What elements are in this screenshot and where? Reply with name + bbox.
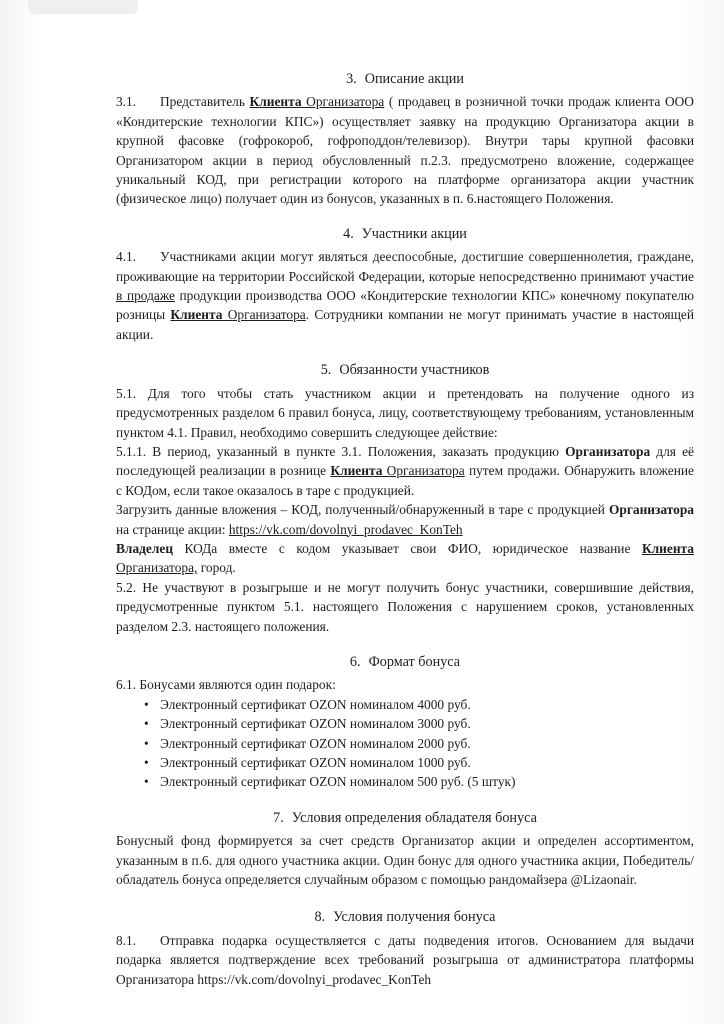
- section-7-title: [116, 809, 694, 828]
- organizer-term: Организатора: [301, 94, 385, 110]
- client-term: Клиента: [170, 307, 223, 323]
- paragraph-5-1: 5.1. Для того чтобы стать участником акции и претендовать на получение одного из предусмотренных разделом 6 правил бонуса, лицу, соответствующему требованиям, установленным пунктом 4.1. Правил, необходимо совершить следующее действие:: [116, 385, 694, 440]
- text-run: Загрузить данные вложения – КОД, полученный/обнаруженный в таре с продукцией: [116, 502, 609, 518]
- section-3-number: 3.: [346, 71, 357, 87]
- text-run: путем продажи. Обнаружить вложение с КОДом, если такое оказалось в таре с продукцией.: [116, 463, 694, 498]
- paragraph-5-1-1: [116, 442, 694, 500]
- section-6-number: 6.: [349, 653, 361, 670]
- list-item: • Электронный сертификат OZON номиналом 1000 руб.: [146, 753, 694, 772]
- section-8-number: 8.: [314, 909, 326, 926]
- paragraph-8-1: [116, 931, 694, 989]
- text-run: Участниками акции могут являться дееспособные, достигшие совершеннолетия, граждане, проживающие на территории Российской Федерации, которые непосредственно принимают участие: [116, 249, 694, 284]
- section-6-heading: Формат бонуса: [368, 653, 461, 670]
- section-8-title: [116, 908, 694, 927]
- clause-number: 8.1.: [116, 932, 137, 948]
- paragraph-5-upload: [116, 500, 694, 539]
- section-4-number: 4.: [343, 225, 354, 242]
- client-term: Клиента: [249, 94, 302, 110]
- section-3-heading: Описание акции: [364, 71, 464, 87]
- client-term: Клиента: [330, 463, 383, 479]
- text-run: на странице акции:: [116, 521, 229, 537]
- text-run: продукции производства ООО «Кондитерские технологии КПС» конечному покупателю розницы: [116, 288, 694, 323]
- list-item: • Электронный сертификат OZON номиналом 3000 руб.: [146, 714, 694, 733]
- bonus-list: [116, 695, 694, 792]
- text-run: КОДа вместе с кодом указывает свои ФИО, юридическое название: [173, 540, 642, 556]
- underlined-term: в продаже: [116, 288, 175, 304]
- paragraph-6-1: 6.1. Бонусами являются один подарок:: [116, 677, 336, 693]
- owner-term: Владелец: [116, 540, 174, 556]
- text-run: Представитель: [160, 94, 250, 110]
- section-6-title: [116, 653, 694, 672]
- paragraph-5-2: 5.2. Не участвуют в розыгрыше и не могут получить бонус участники, совершившие действия, предусмотренные пунктом 5.1. настоящего Положения с нарушением сроков, установленных разделом 2.3. настоящего положения.: [116, 579, 694, 634]
- document-body: [116, 70, 694, 989]
- clause-number: 3.1.: [116, 94, 137, 110]
- list-item: • Электронный сертификат OZON номиналом 500 руб. (5 штук): [146, 772, 694, 791]
- list-item: • Электронный сертификат OZON номиналом 4000 руб.: [146, 695, 694, 714]
- section-4-title: [116, 225, 694, 244]
- text-run: 5.1.1. В период, указанный в пункте 3.1. Положения, заказать продукцию: [116, 443, 566, 459]
- organizer-bold-term: Организатора: [608, 502, 694, 518]
- paragraph-3-1: [116, 92, 694, 208]
- section-3-title: [116, 70, 694, 89]
- paragraph-7: Бонусный фонд формируется за счет средств Организатор акции и определен ассортиментом, указанным в п.6. для одного участника акции. Один бонус для одного участника акции, Победитель/обладатель бонуса определяется случайным образом с помощью рандомайзера @Lizaonair.: [116, 833, 694, 888]
- section-5-number: 5.: [320, 362, 332, 379]
- top-bar-fragment: [28, 0, 138, 14]
- list-item: • Электронный сертификат OZON номиналом 2000 руб.: [146, 734, 694, 753]
- text-run: ( продавец в розничной точки продаж клиента ООО «Кондитерские технологии КПС») осуществляет заявку на продукцию Организатора акции в крупной фасовке (гофрокороб, гофроподдон/телевизор). Внутри тары крупной фасовки Организатором акции в период обусловленный п.2.3. предусмотрено вложение, содержащее уникальный КОД, при регистрации которого на платформе организатора акции участник (физическое лицо) получает один из бонусов, указанных в п. 6.настоящего Положения.: [116, 94, 694, 207]
- paragraph-4-1: [116, 247, 694, 344]
- text-run: для её последующей реализации в рознице: [116, 443, 694, 479]
- text-run: город.: [197, 560, 236, 576]
- organizer-term: Организатора: [222, 307, 306, 323]
- organizer-term: Организатора: [382, 463, 465, 479]
- section-5-title: [116, 361, 694, 380]
- section-7-heading: Условия определения обладателя бонуса: [291, 809, 537, 826]
- section-4-heading: Участники акции: [361, 225, 467, 242]
- text-run: Отправка подарка осуществляется с даты подведения итогов. Основанием для выдачи подарка является подтверждение всех требований розыгрыша от администратора платформы Организатора https://vk.com/dovolnyi_prodavec_KonTeh: [116, 932, 694, 987]
- organizer-term: Организатора,: [116, 560, 198, 576]
- promo-page-link[interactable]: https://vk.com/dovolnyi_prodavec_KonTeh: [228, 521, 463, 537]
- text-run: . Сотрудники компании не могут принимать участие в настоящей акции.: [116, 307, 694, 342]
- client-term: Клиента: [641, 540, 694, 556]
- section-8-heading: Условия получения бонуса: [333, 909, 496, 926]
- section-7-number: 7.: [273, 809, 284, 826]
- organizer-bold-term: Организатора: [565, 443, 651, 459]
- section-5-heading: Обязанности участников: [339, 362, 490, 379]
- clause-number: 4.1.: [116, 249, 137, 265]
- paragraph-5-owner: [116, 539, 694, 578]
